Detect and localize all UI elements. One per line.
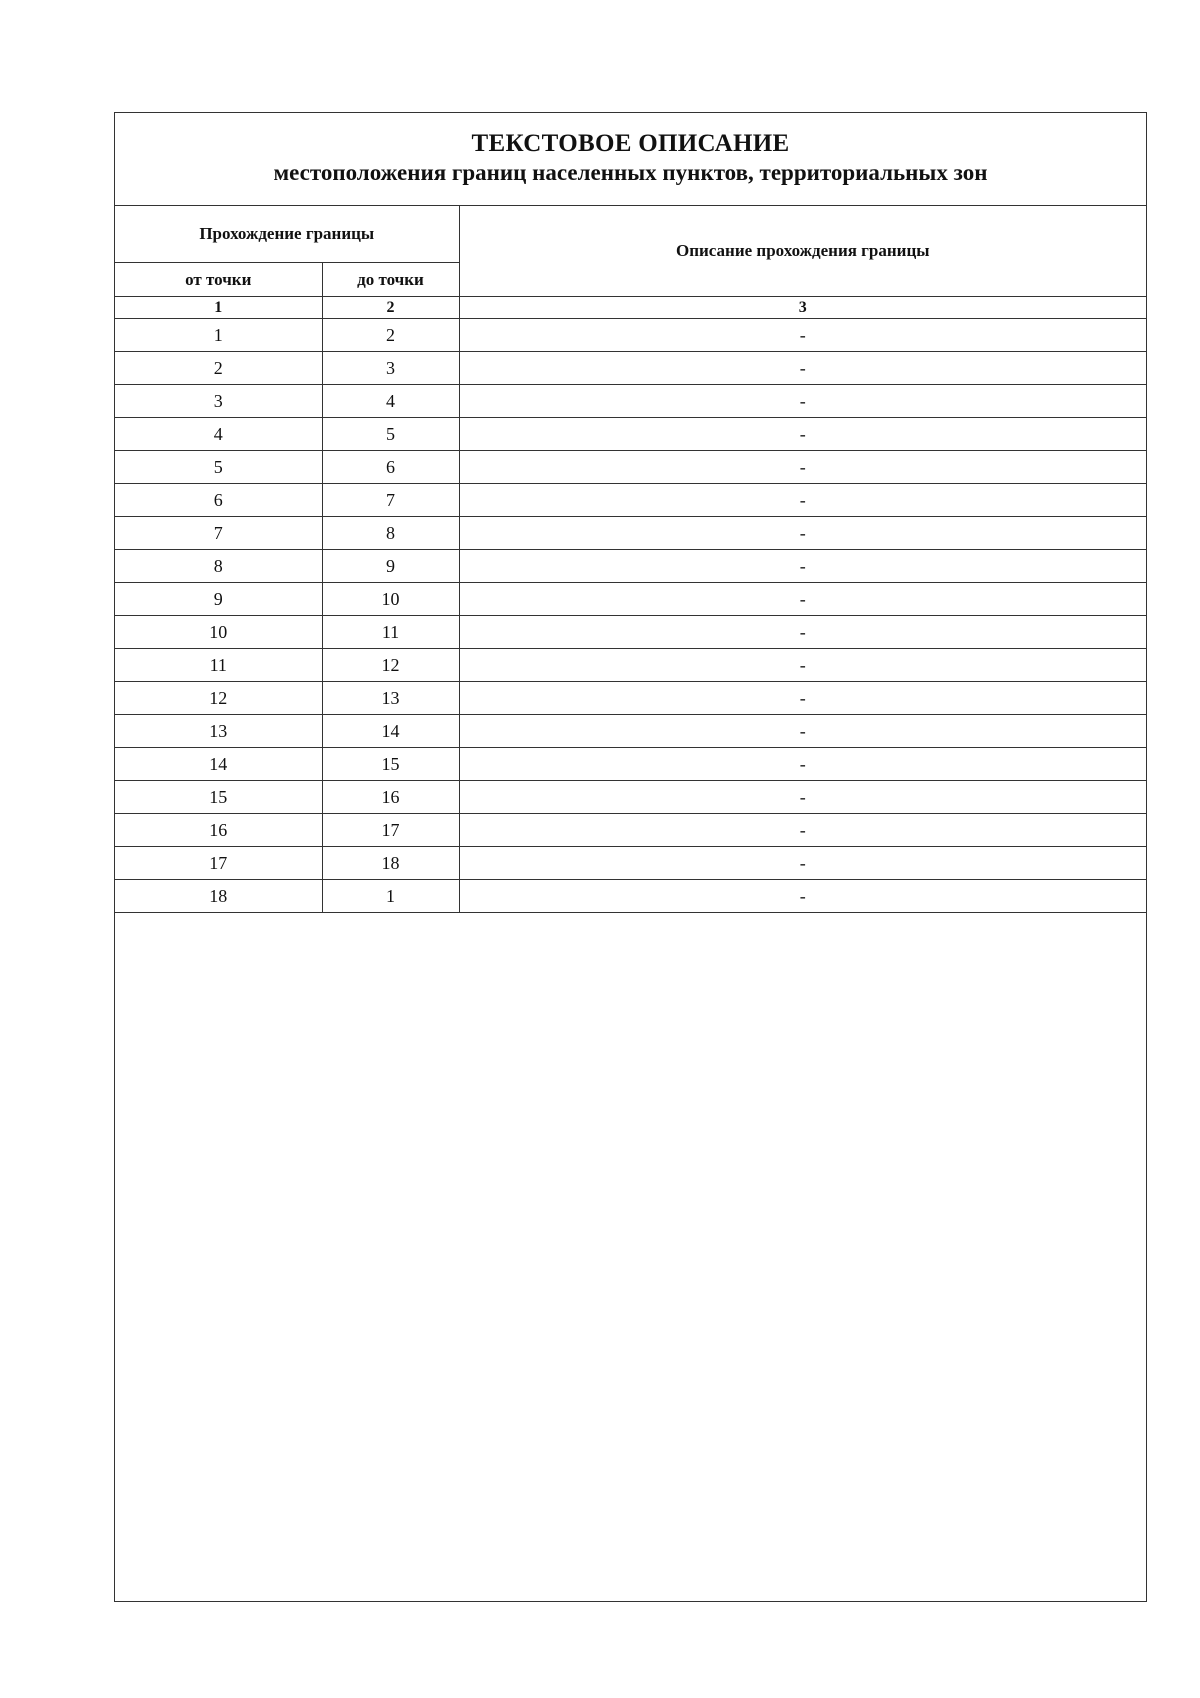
to-point-cell: 7 [322, 484, 459, 517]
document-frame [114, 112, 1147, 1602]
table-row [115, 880, 1146, 913]
to-point-cell: 6 [322, 451, 459, 484]
table-row [115, 484, 1146, 517]
from-point-cell: 6 [115, 484, 322, 517]
from-point-cell: 12 [115, 682, 322, 715]
table-row [115, 847, 1146, 880]
to-point-cell: 12 [322, 649, 459, 682]
to-point-cell: 4 [322, 385, 459, 418]
from-point-cell: 16 [115, 814, 322, 847]
column-number-2: 2 [322, 297, 459, 319]
from-point-cell: 8 [115, 550, 322, 583]
table-header-row [115, 206, 1146, 263]
description-cell: - [459, 583, 1146, 616]
from-point-cell: 9 [115, 583, 322, 616]
to-point-cell: 17 [322, 814, 459, 847]
table-row [115, 583, 1146, 616]
description-cell: - [459, 451, 1146, 484]
description-cell: - [459, 847, 1146, 880]
page-title: ТЕКСТОВОЕ ОПИСАНИЕ [471, 130, 790, 157]
boundary-description-table [115, 206, 1146, 913]
table-row [115, 385, 1146, 418]
table-row [115, 814, 1146, 847]
from-point-cell: 5 [115, 451, 322, 484]
from-point-cell: 11 [115, 649, 322, 682]
from-point-cell: 10 [115, 616, 322, 649]
header-from-point: от точки [115, 263, 322, 297]
description-cell: - [459, 814, 1146, 847]
from-point-cell: 3 [115, 385, 322, 418]
description-cell: - [459, 418, 1146, 451]
column-number-3: 3 [459, 297, 1146, 319]
from-point-cell: 17 [115, 847, 322, 880]
from-point-cell: 18 [115, 880, 322, 913]
to-point-cell: 16 [322, 781, 459, 814]
description-cell: - [459, 682, 1146, 715]
to-point-cell: 9 [322, 550, 459, 583]
from-point-cell: 2 [115, 352, 322, 385]
from-point-cell: 15 [115, 781, 322, 814]
to-point-cell: 3 [322, 352, 459, 385]
from-point-cell: 7 [115, 517, 322, 550]
header-description: Описание прохождения границы [459, 206, 1146, 297]
from-point-cell: 4 [115, 418, 322, 451]
table-row [115, 352, 1146, 385]
table-row [115, 715, 1146, 748]
to-point-cell: 14 [322, 715, 459, 748]
header-boundary-passage: Прохождение границы [115, 206, 459, 263]
description-cell: - [459, 616, 1146, 649]
table-row [115, 781, 1146, 814]
table-row [115, 616, 1146, 649]
to-point-cell: 11 [322, 616, 459, 649]
title-block [115, 113, 1146, 206]
to-point-cell: 2 [322, 319, 459, 352]
table-row [115, 682, 1146, 715]
table-body [115, 319, 1146, 913]
table-row [115, 748, 1146, 781]
table-row [115, 418, 1146, 451]
header-to-point: до точки [322, 263, 459, 297]
to-point-cell: 8 [322, 517, 459, 550]
description-cell: - [459, 517, 1146, 550]
to-point-cell: 15 [322, 748, 459, 781]
column-number-row [115, 297, 1146, 319]
from-point-cell: 14 [115, 748, 322, 781]
description-cell: - [459, 352, 1146, 385]
description-cell: - [459, 748, 1146, 781]
to-point-cell: 18 [322, 847, 459, 880]
to-point-cell: 1 [322, 880, 459, 913]
description-cell: - [459, 880, 1146, 913]
page-subtitle: местоположения границ населенных пунктов, территориальных зон [273, 160, 988, 185]
column-number-1: 1 [115, 297, 322, 319]
description-cell: - [459, 649, 1146, 682]
description-cell: - [459, 715, 1146, 748]
from-point-cell: 1 [115, 319, 322, 352]
table-row [115, 451, 1146, 484]
to-point-cell: 13 [322, 682, 459, 715]
description-cell: - [459, 781, 1146, 814]
to-point-cell: 5 [322, 418, 459, 451]
description-cell: - [459, 484, 1146, 517]
description-cell: - [459, 550, 1146, 583]
from-point-cell: 13 [115, 715, 322, 748]
table-row [115, 517, 1146, 550]
table-row [115, 550, 1146, 583]
description-cell: - [459, 319, 1146, 352]
to-point-cell: 10 [322, 583, 459, 616]
table-row [115, 649, 1146, 682]
table-row [115, 319, 1146, 352]
description-cell: - [459, 385, 1146, 418]
